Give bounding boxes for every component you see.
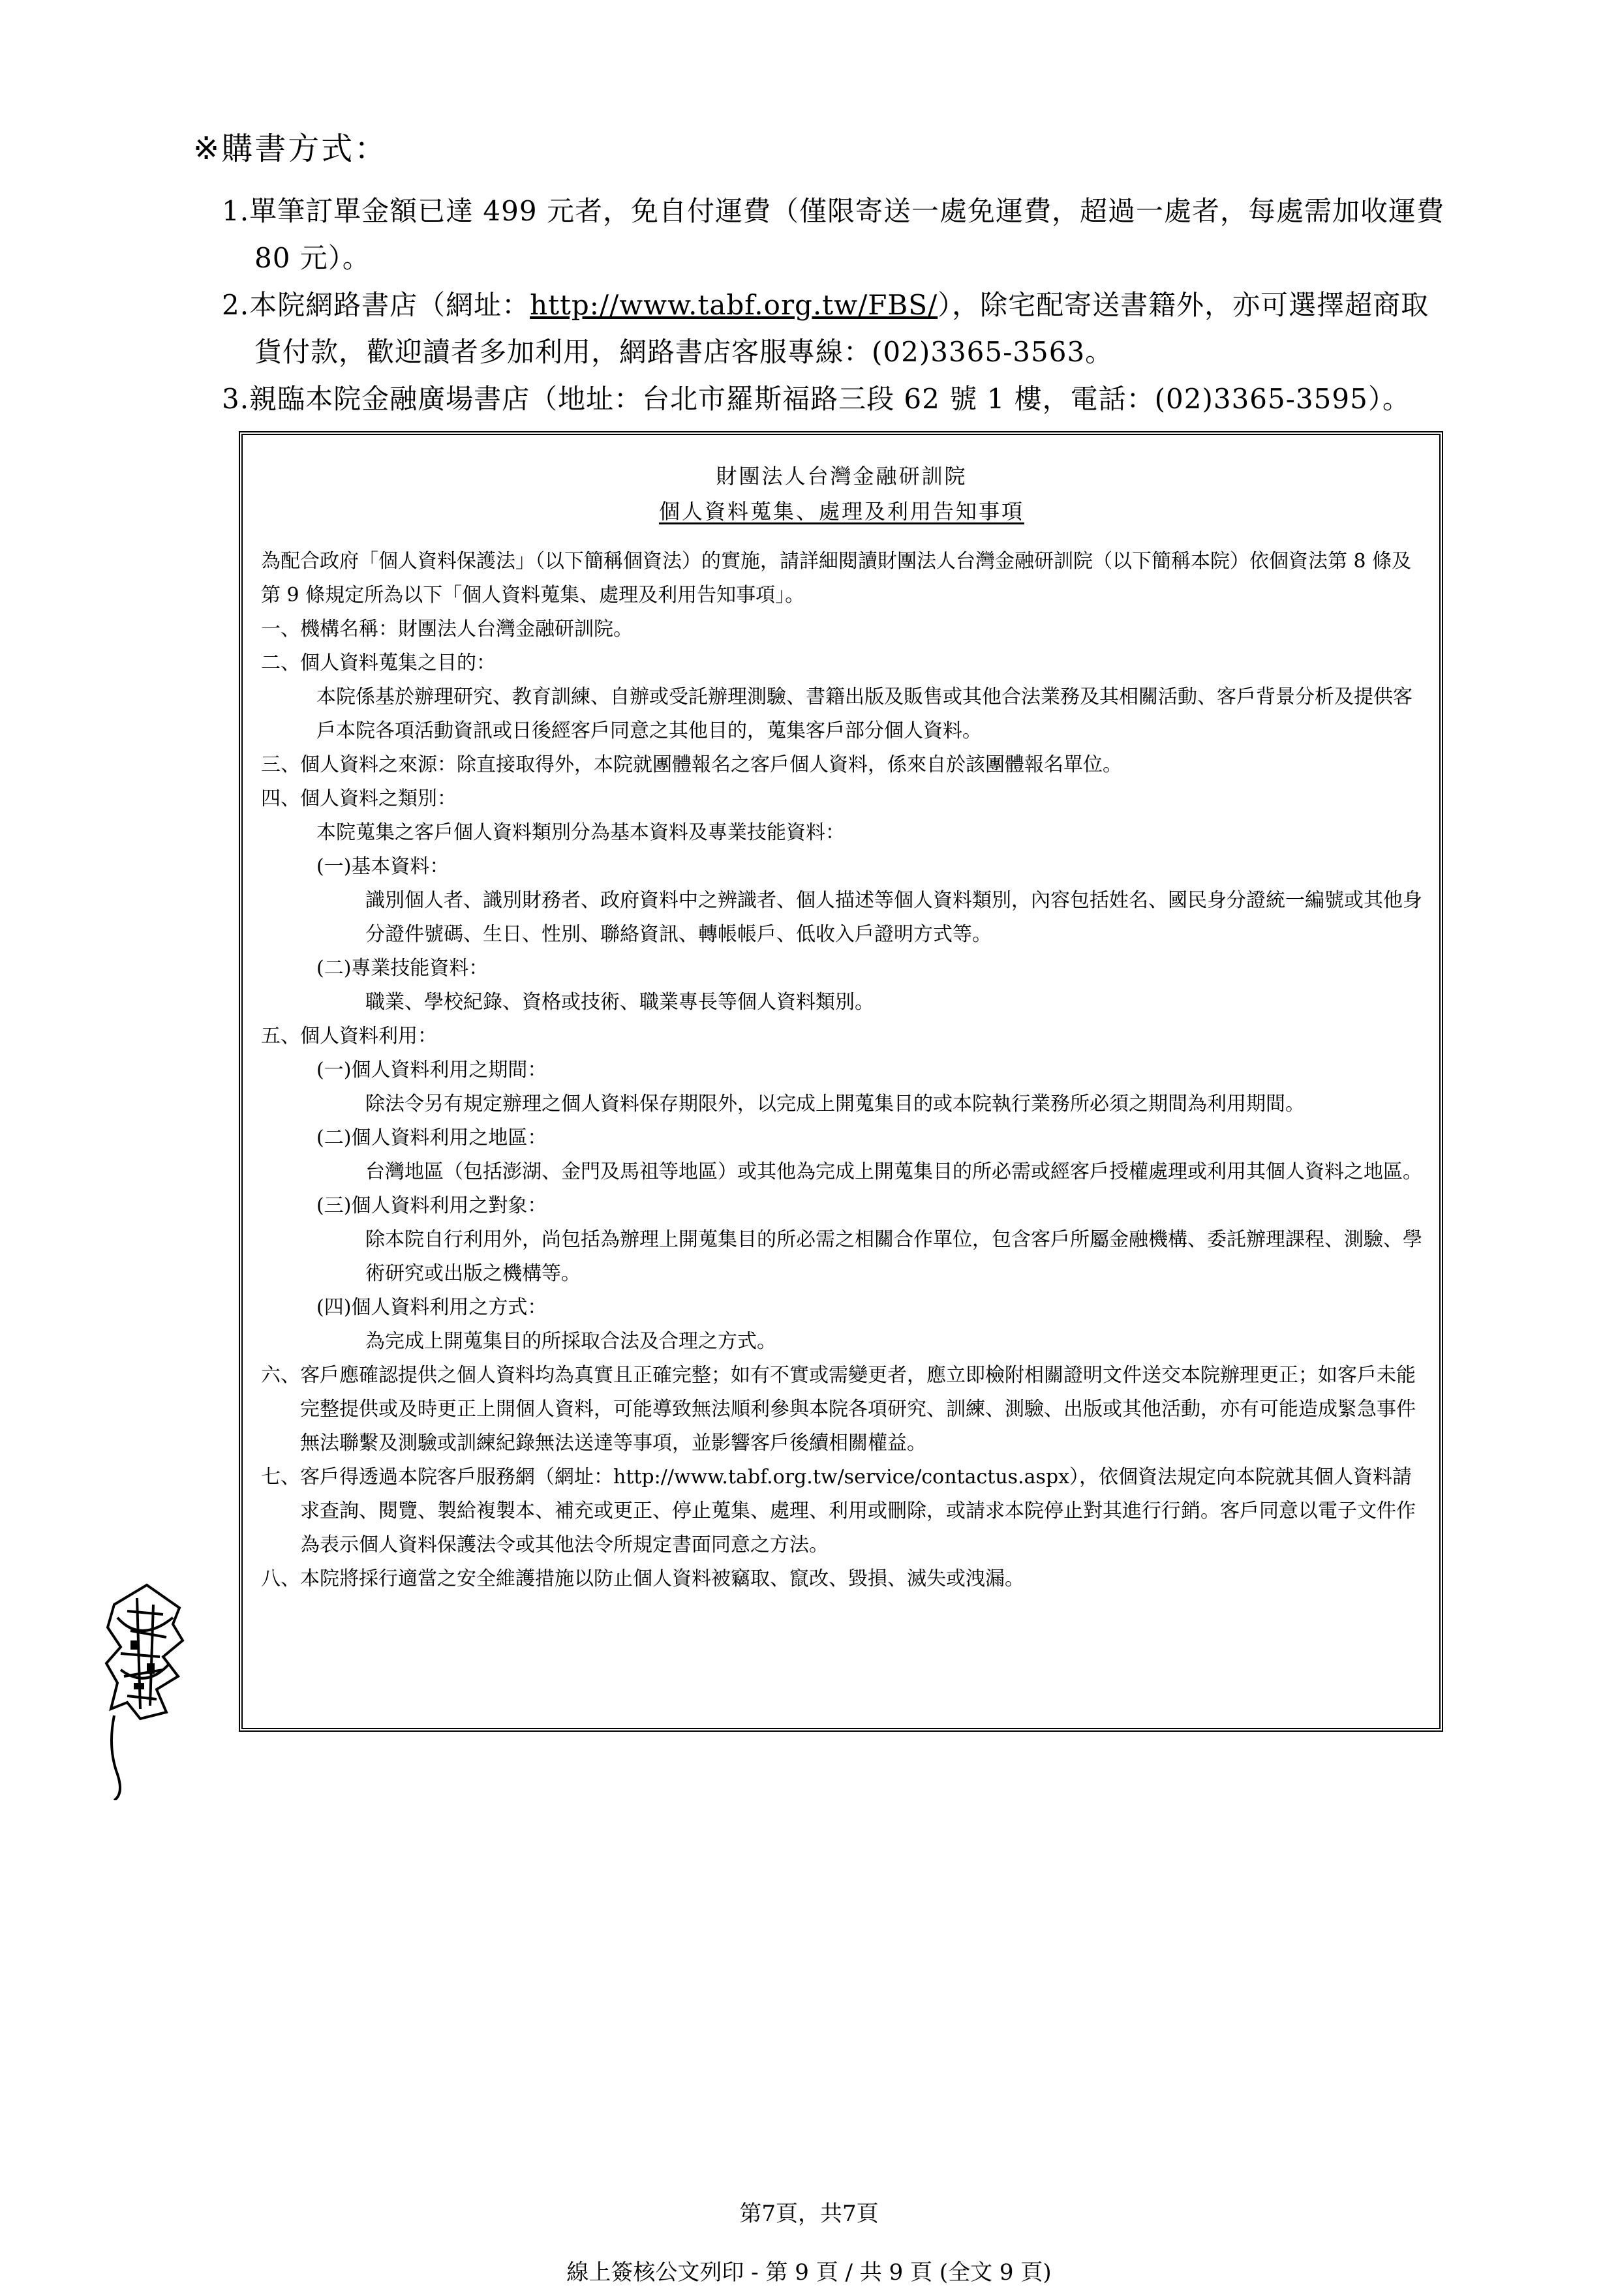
approval-seal-stamp [101, 1578, 186, 1800]
print-footer: 線上簽核公文列印 - 第 9 頁 / 共 9 頁 (全文 9 頁) [566, 2259, 1052, 2286]
item-text: 親臨本院金融廣場書店（地址：台北市羅斯福路三段 62 號 1 樓，電話：(02)3365-3595）。 [249, 383, 1411, 415]
bookstore-url-link[interactable]: http://www.tabf.org.tw/FBS/ [530, 289, 938, 321]
section-5-2-text: 台灣地區（包括澎湖、金門及馬祖等地區）或其他為完成上開蒐集目的所必需或經客戶授權處理或利用其個人資料之地區。 [365, 1160, 1422, 1183]
section-4-2-text: 職業、學校紀錄、資格或技術、職業專長等個人資料類別。 [365, 991, 874, 1014]
section-5-4-heading: (四)個人資料利用之方式： [316, 1296, 547, 1319]
notice-intro: 為配合政府「個人資料保護法」（以下簡稱個資法）的實施，請詳細閱讀財團法人台灣金融研訓院（以下簡稱本院）依個資法第 8 條及第 9 條規定所為以下「個人資料蒐集、處理及利用告知事項」。 [261, 550, 1412, 607]
page-number: 第7頁，共7頁 [739, 2201, 879, 2227]
purchase-item-2 [222, 282, 1448, 376]
notice-organization: 財團法人台灣金融研訓院 [716, 464, 968, 489]
item-number: 1. [222, 195, 250, 227]
section-6: 六、客戶應確認提供之個人資料均為真實且正確完整；如有不實或需變更者，應立即檢附相關證明文件送交本院辦理更正；如客戶未能完整提供或及時更正上開個人資料，可能導致無法順利參與本院各項研究、訓練、測驗、出版或其他活動，亦有可能造成緊急事件無法聯繫及測驗或訓練紀錄無法送達等事項，並影響客戶後續相關權益。 [261, 1364, 1416, 1455]
section-4-2-heading: (二)專業技能資料： [316, 957, 489, 980]
section-2-heading: 二、個人資料蒐集之目的： [261, 652, 496, 674]
notice-title: 個人資料蒐集、處理及利用告知事項 [658, 499, 1024, 524]
item-number: 3. [222, 383, 250, 415]
section-5-3-text: 除本院自行利用外，尚包括為辦理上開蒐集目的所必需之相關合作單位，包含客戶所屬金融機構、委託辦理課程、測驗、學術研究或出版之機構等。 [365, 1228, 1422, 1285]
section-4-1-heading: (一)基本資料： [316, 855, 450, 878]
purchase-list [222, 188, 1448, 423]
item-text-before: 本院網路書店（網址： [249, 289, 530, 321]
privacy-notice-box [239, 431, 1443, 1732]
section-5-heading: 五、個人資料利用： [261, 1025, 437, 1048]
section-5-1-heading: (一)個人資料利用之期間： [316, 1059, 547, 1081]
section-3: 三、個人資料之來源：除直接取得外，本院就團體報名之客戶個人資料，係來自於該團體報名單位。 [261, 753, 1122, 776]
section-5-3-heading: (三)個人資料利用之對象： [316, 1194, 547, 1217]
purchase-heading: ※購書方式： [193, 130, 388, 167]
purchase-item-3 [222, 376, 1448, 423]
section-4-1-text: 識別個人者、識別財務者、政府資料中之辨識者、個人描述等個人資料類別，內容包括姓名、國民身分證統一編號或其他身分證件號碼、生日、性別、聯絡資訊、轉帳帳戶、低收入戶證明方式等。 [365, 889, 1422, 946]
section-1: 一、機構名稱：財團法人台灣金融研訓院。 [261, 618, 633, 641]
purchase-item-1 [222, 188, 1448, 282]
section-5-4-text: 為完成上開蒐集目的所採取合法及合理之方式。 [365, 1330, 776, 1353]
section-2-text: 本院係基於辦理研究、教育訓練、自辦或受託辦理測驗、書籍出版及販售或其他合法業務及其相關活動、客戶背景分析及提供客戶本院各項活動資訊或日後經客戶同意之其他目的，蒐集客戶部分個人資料。 [316, 686, 1412, 742]
notice-sections [261, 612, 1422, 1596]
item-text: 單筆訂單金額已達 499 元者，免自付運費（僅限寄送一處免運費，超過一處者，每處需加收運費 80 元）。 [249, 195, 1444, 274]
section-4-heading: 四、個人資料之類別： [261, 787, 457, 810]
item-number: 2. [222, 289, 250, 321]
section-4-text: 本院蒐集之客戶個人資料類別分為基本資料及專業技能資料： [316, 821, 845, 844]
item-text-after: ），除宅配寄送書籍外，亦可選擇超商取貨付款，歡迎讀者多加利用，網路書店客服專線：(02)3365-3563。 [254, 289, 1429, 368]
section-5-1-text: 除法令另有規定辦理之個人資料保存期限外，以完成上開蒐集目的或本院執行業務所必須之期間為利用期間。 [365, 1093, 1305, 1115]
section-7: 七、客戶得透過本院客戶服務網（網址：http://www.tabf.org.tw/service/contactus.aspx），依個資法規定向本院就其個人資料請求查詢、閱覽、製給複製本、補充或更正、停止蒐集、處理、利用或刪除，或請求本院停止對其進行行銷。客戶同意以電子文件作為表示個人資料保護法令或其他法令所規定書面同意之方法。 [261, 1466, 1416, 1556]
section-8: 八、本院將採行適當之安全維護措施以防止個人資料被竊取、竄改、毀損、滅失或洩漏。 [261, 1567, 1024, 1590]
section-5-2-heading: (二)個人資料利用之地區： [316, 1126, 547, 1149]
